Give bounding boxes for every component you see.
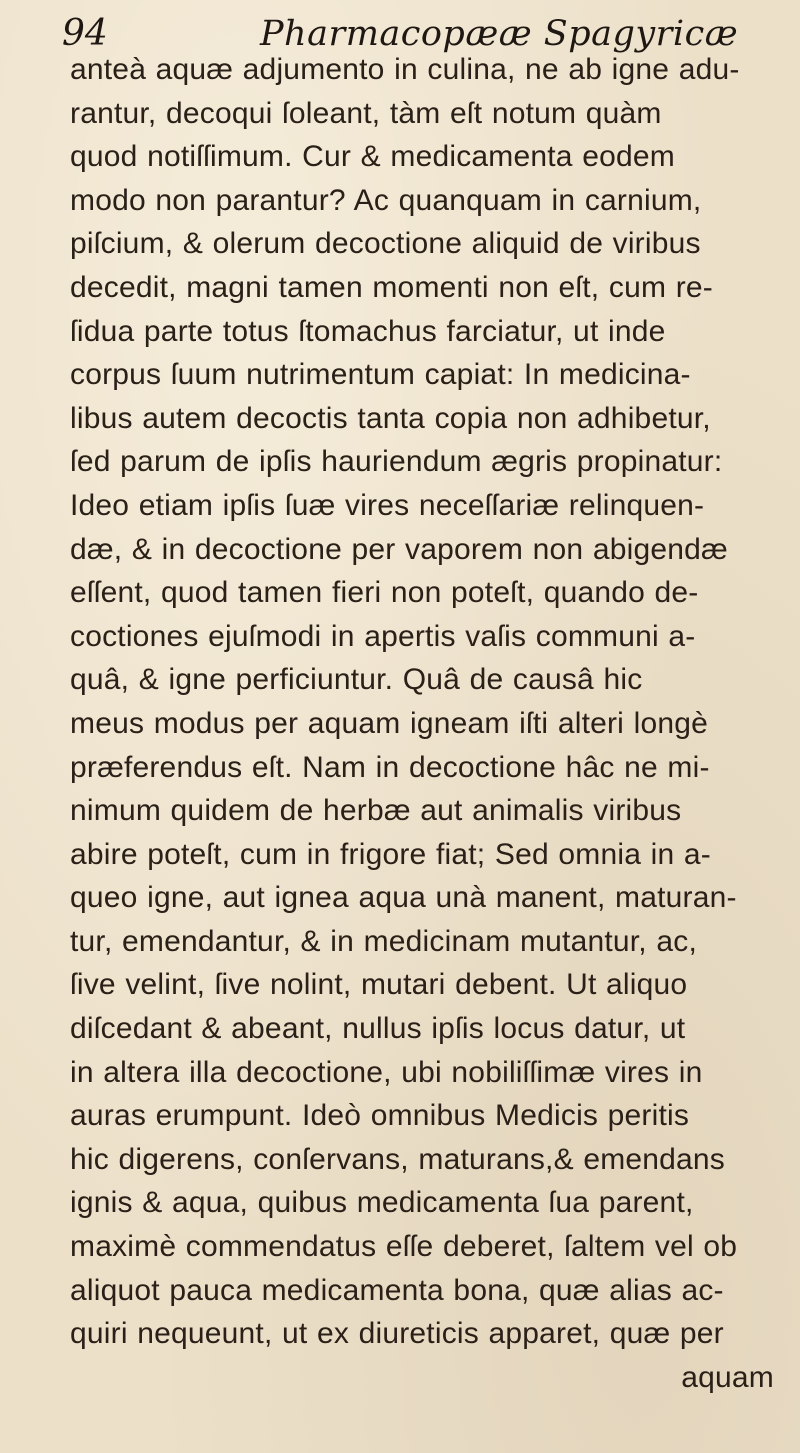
page-number: 94: [62, 13, 108, 54]
text-line: abire poteſt, cum in frigore fiat; Sed omnia in a-: [70, 837, 711, 871]
text-line: decedit, magni tamen momenti non eſt, cum re-: [70, 270, 713, 304]
text-line: ſive velint, ſive nolint, mutari debent. Ut aliquo: [70, 968, 688, 1002]
text-line: corpus ſuum nutrimentum capiat: In medicina-: [70, 358, 691, 392]
text-line: modo non parantur? Ac quanquam in carnium,: [70, 183, 702, 217]
text-line: hic digerens, conſervans, maturans,& emendans: [70, 1142, 726, 1176]
text-line: diſcedant & abeant, nullus ipſis locus datur, ut: [70, 1012, 686, 1046]
text-line: rantur, decoqui ſoleant, tàm eſt notum quàm: [70, 96, 662, 130]
text-line: dæ, & in decoctione per vaporem non abigendæ: [70, 532, 728, 566]
text-line: Ideo etiam ipſis ſuæ vires neceſſariæ relinquen-: [70, 488, 705, 522]
text-line: quiri nequeunt, ut ex diureticis apparet, quæ per: [70, 1317, 724, 1351]
text-line: tur, emendantur, & in medicinam mutantur, ac,: [70, 924, 697, 958]
text-line: libus autem decoctis tanta copia non adhibetur,: [70, 401, 711, 435]
catchword: aquam: [681, 1360, 774, 1394]
text-line: anteà aquæ adjumento in culina, ne ab igne adu-: [70, 53, 740, 86]
text-line: quod notiſſimum. Cur & medicamenta eodem: [70, 140, 675, 174]
text-line: coctiones ejuſmodi in apertis vaſis communi a-: [70, 619, 696, 653]
text-line: ſidua parte totus ſtomachus farciatur, ut inde: [70, 314, 666, 348]
text-line: aliquot pauca medicamenta bona, quæ alias ac-: [70, 1273, 724, 1307]
text-line: piſcium, & olerum decoctione aliquid de viribus: [70, 227, 701, 261]
text-line: eſſent, quod tamen fieri non poteſt, quando de-: [70, 576, 699, 610]
text-line: meus modus per aquam igneam iſti alteri longè: [70, 706, 708, 740]
text-line: maximè commendatus eſſe deberet, ſaltem vel ob: [70, 1230, 738, 1264]
text-line: ſed parum de ipſis hauriendum ægris propinatur:: [70, 445, 723, 479]
body-text: [70, 48, 786, 1399]
text-line: in altera illa decoctione, ubi nobiliſſimæ vires in: [70, 1055, 703, 1089]
running-title: Pharmacopææ Spagyricæ: [260, 14, 739, 54]
text-line: queo igne, aut ignea aqua unà manent, maturan-: [70, 881, 737, 915]
text-line: præferendus eſt. Nam in decoctione hâc ne mi-: [70, 750, 710, 784]
text-line: nimum quidem de herbæ aut animalis viribus: [70, 794, 682, 828]
text-line: ignis & aqua, quibus medicamenta ſua parent,: [70, 1186, 694, 1220]
text-line: quâ, & igne perficiuntur. Quâ de causâ hic: [70, 663, 643, 697]
text-line: auras erumpunt. Ideò omnibus Medicis peritis: [70, 1099, 690, 1133]
